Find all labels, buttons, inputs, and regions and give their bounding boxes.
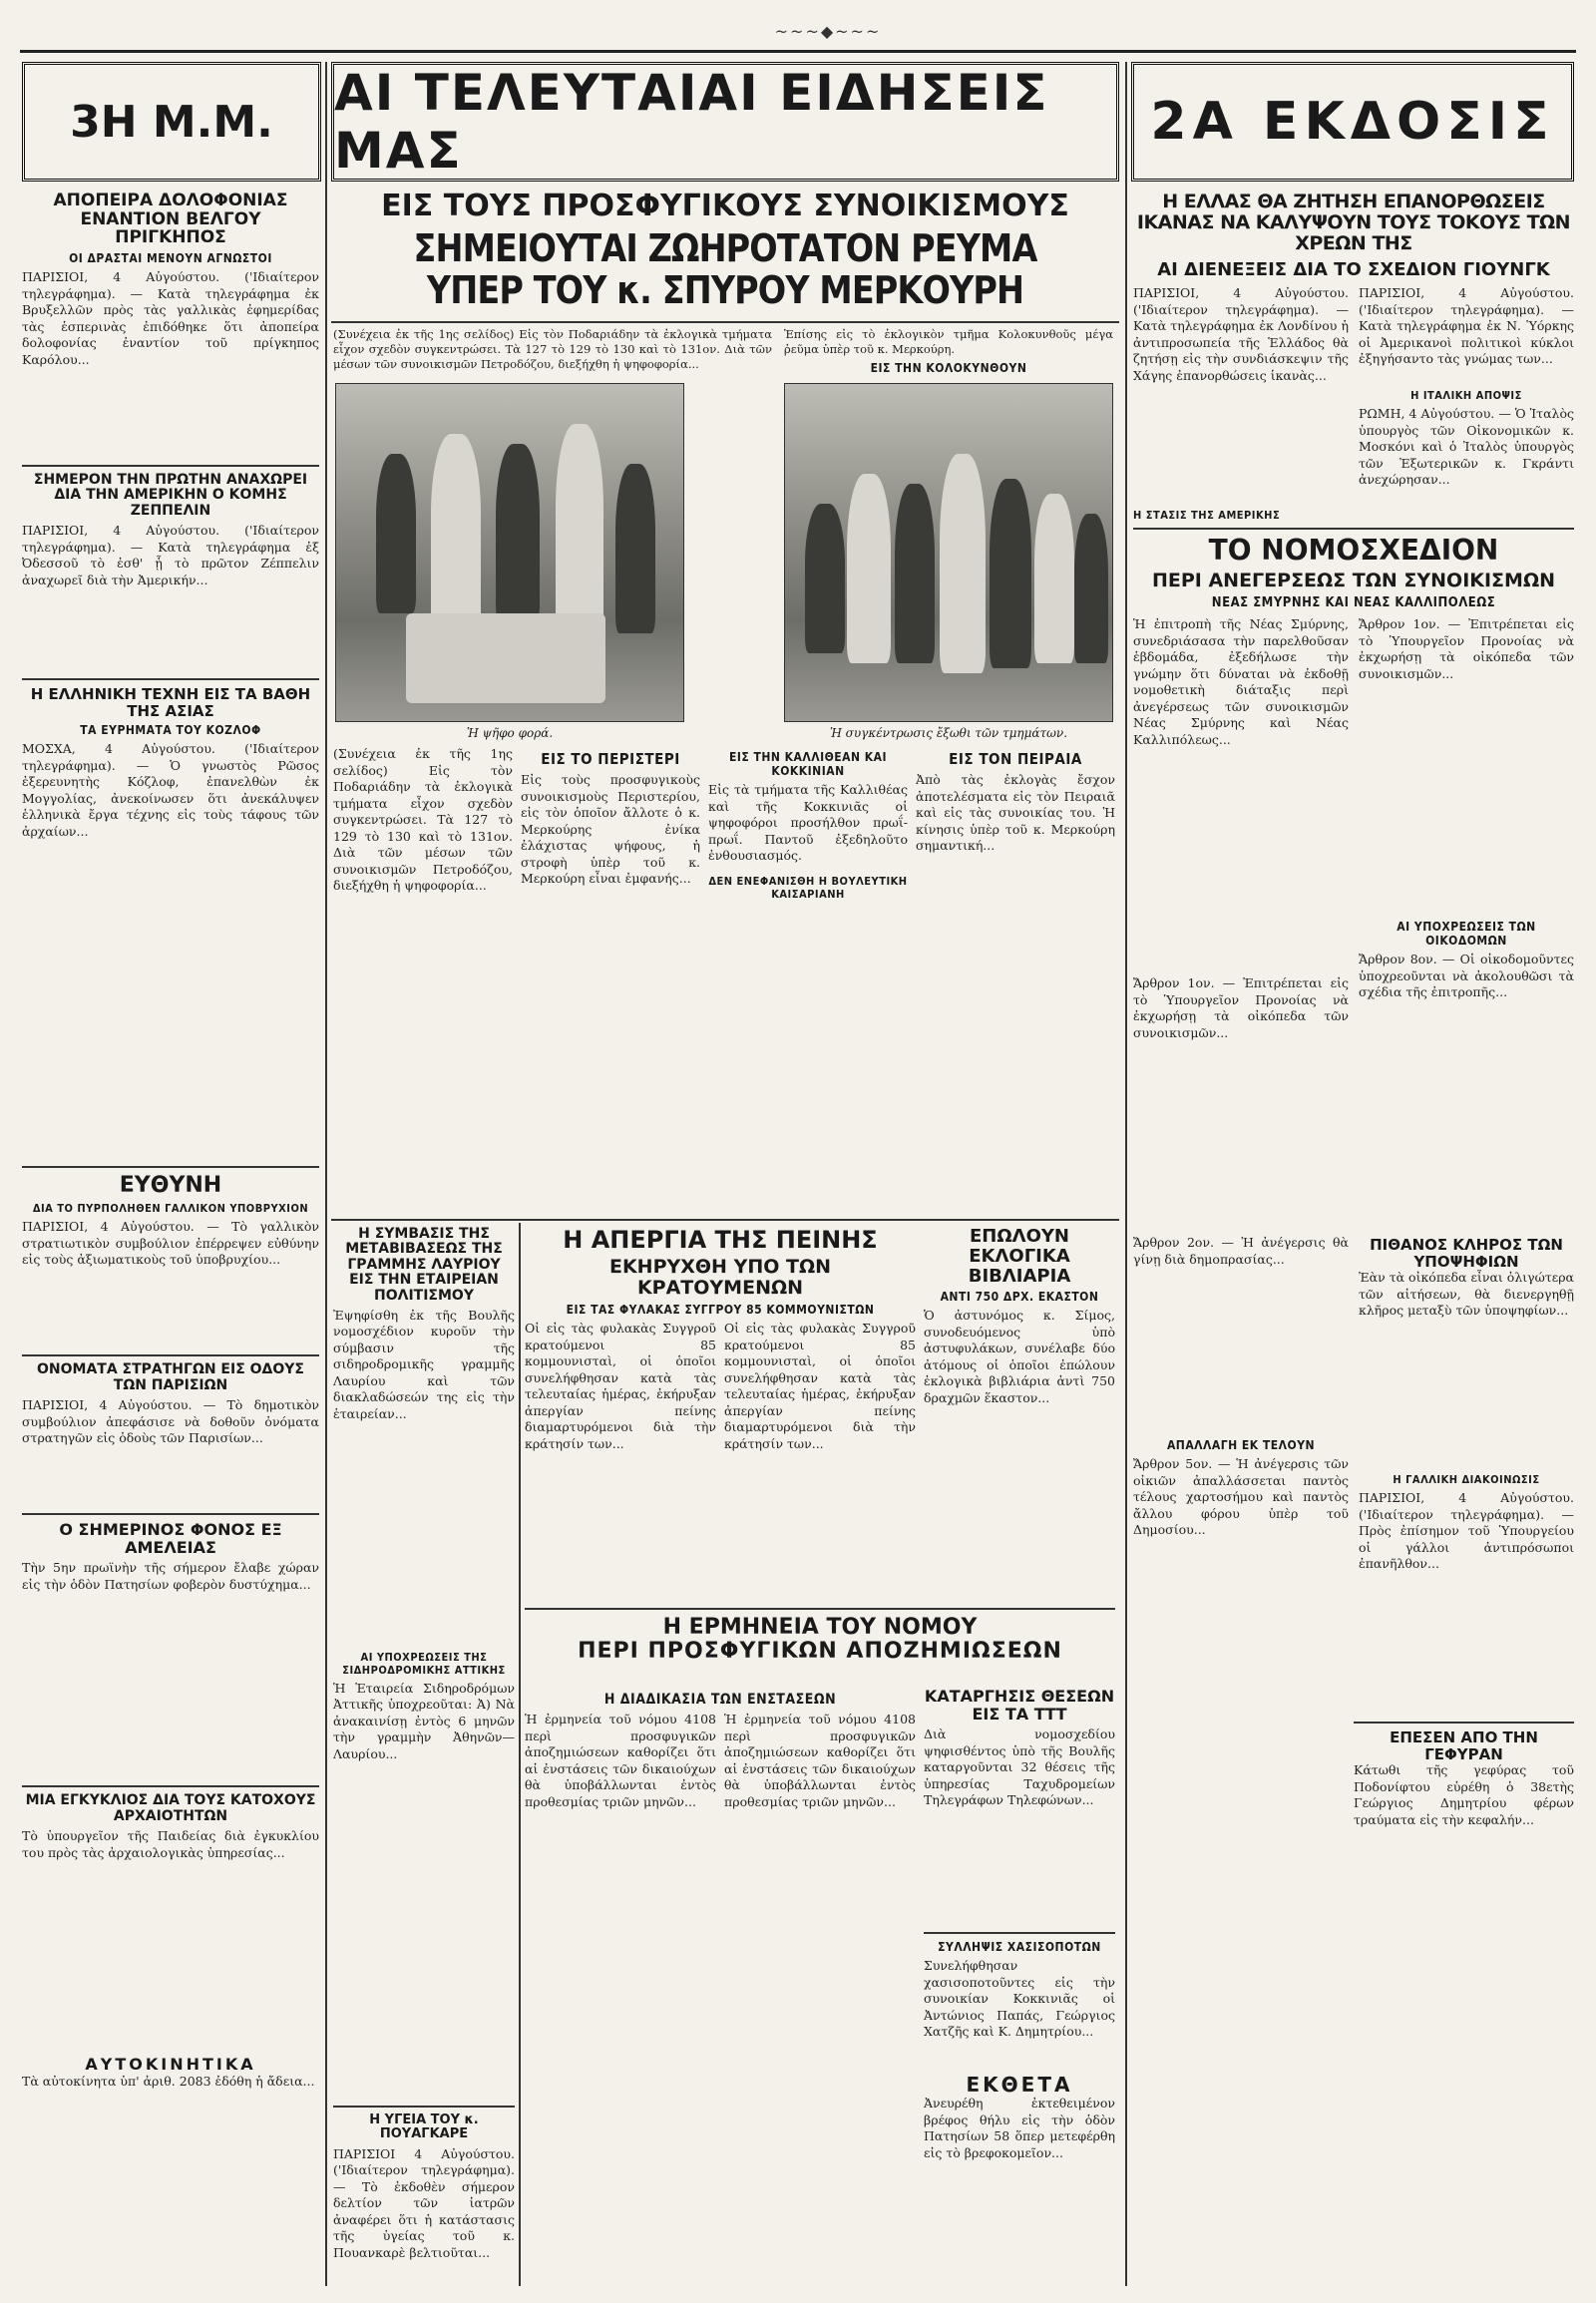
left-h5: ΟΝΟΜΑΤΑ ΣΤΡΑΤΗΓΩΝ ΕΙΣ ΟΔΟΥΣ ΤΩΝ ΠΑΡΙΣΙΩΝ <box>37 1361 304 1393</box>
right-t3: ΡΩΜΗ, 4 Αὐγούστου. — Ὁ Ἰταλὸς ὑπουργὸς τῶν Οἰκονομικῶν κ. Μοσκόνι καὶ ὁ Ἰταλὸς ὑπουργὸς τῶν Ἐξωτερικῶν κ. Γκράντι ἀνεχώρησαν... <box>1359 406 1574 488</box>
left-h3: Η ΕΛΛΗΝΙΚΗ ΤΕΧΝΗ ΕΙΣ ΤΑ ΒΑΘΗ ΤΗΣ ΑΣΙΑΣ <box>30 685 311 720</box>
main-headline: ΣΗΜΕΙΟΥΤΑΙ ΖΩΗΡΟΤΑΤΟΝ ΡΕΥΜΑ ΥΠΕΡ ΤΟΥ κ. ΣΠΥΡΟΥ ΜΕΡΚΟΥΡΗ <box>413 226 1037 312</box>
right-h4: ΤΟ ΝΟΜΟΣΧΕΔΙΟΝ <box>1208 534 1499 568</box>
left-t4: ΠΑΡΙΣΙΟΙ, 4 Αὐγούστου. — Τὸ γαλλικὸν στρατιωτικὸν συμβούλιον ἐπέρρεψεν εὐθύνην εἰς τοὺς ἀξιωματικοὺς τοῦ ὑποβρυχίου... <box>22 1219 319 1268</box>
exposed-text: Ἀνευρέθη ἐκτεθειμένον βρέφος θήλυ εἰς τὴν ὁδὸν Πατησίων 58 ὅπερ μετεφέρθη εἰς τὸ βρεφοκομεῖον... <box>924 2096 1115 2160</box>
top-rule <box>20 50 1576 53</box>
left-t7: Τὸ ὑπουργεῖον τῆς Παιδείας διὰ ἐγκυκλίου του πρὸς τὰς ἀρχαιολογικὰς ὑπηρεσίας... <box>22 1828 319 1860</box>
abolition-headline: ΚΑΤΑΡΓΗΣΙΣ ΘΕΣΕΩΝ ΕΙΣ ΤΑ ΤΤΤ <box>924 1688 1115 1724</box>
right-h3: Η ΙΤΑΛΙΚΗ ΑΠΟΨΙΣ <box>1410 389 1522 403</box>
poincare-headline: Η ΥΓΕΙΑ ΤΟΥ κ. ΠΟΥΑΓΚΑΡΕ <box>369 2111 479 2142</box>
law-body-block <box>525 1688 916 2286</box>
main-headline-block <box>331 190 1119 319</box>
piraeus-subhead: ΕΙΣ ΤΟΝ ΠΕΙΡΑΙΑ <box>949 750 1082 768</box>
law-headline-block <box>525 1616 1115 1686</box>
law-sub2: Η ΔΙΑΔΙΚΑΣΙΑ ΤΩΝ ΕΝΣΤΑΣΕΩΝ <box>603 1692 837 1708</box>
right-t4b: Ἄρθρον 1ον. — Ἐπιτρέπεται εἰς τὸ Ὑπουργεῖον Προνοίας νὰ ἐκχωρήσῃ τὰ οἰκόπεδα τῶν συνοικισμῶν... <box>1133 975 1349 1040</box>
right-h2: Η ΣΤΑΣΙΣ ΤΗΣ ΑΜΕΡΙΚΗΣ <box>1133 509 1281 523</box>
masthead-ornament: ~~~◆~~~ <box>774 22 882 41</box>
right-h1-sub: ΑΙ ΔΙΕΝΕΞΕΙΣ ΔΙΑ ΤΟ ΣΧΕΔΙΟΝ ΓΙΟΥΝΓΚ <box>1157 258 1550 280</box>
left-t5: ΠΑΡΙΣΙΟΙ, 4 Αὐγούστου. — Τὸ δημοτικὸν συμβούλιον ἀπεφάσισε νὰ δοθοῦν ὀνόματα στρατηγῶν εἰς ὁδοὺς τῶν Παρισίων... <box>22 1397 319 1446</box>
kallithea-subhead: ΕΙΣ ΤΗΝ ΚΑΛΛΙΘΕΑΝ ΚΑΙ ΚΟΚΚΙΝΙΑΝ <box>728 750 888 778</box>
mid-divider <box>331 1219 1119 1221</box>
kolokynthou-text: Ἐπίσης εἰς τὸ ἐκλογικὸν τμῆμα Κολοκυνθοῦς μέγα ῥεῦμα ὑπὲρ τοῦ κ. Μερκούρη. <box>784 327 1113 357</box>
hunger-strike-sub: ΕΚΗΡΥΧΘΗ ΥΠΟ ΤΩΝ ΚΡΑΤΟΥΜΕΝΩΝ <box>608 1256 832 1300</box>
law-sub: ΠΕΡΙ ΠΡΟΣΦΥΓΙΚΩΝ ΑΠΟΖΗΜΙΩΣΕΩΝ <box>578 1639 1062 1665</box>
main-col-2 <box>521 746 700 1215</box>
left-column <box>22 192 319 2286</box>
left-section-title: 3Η Μ.Μ. <box>70 96 273 148</box>
mid-col-lavrion <box>333 1227 515 2284</box>
left-h7: ΜΙΑ ΕΓΚΥΚΛΙΟΣ ΔΙΑ ΤΟΥΣ ΚΑΤΟΧΟΥΣ ΑΡΧΑΙΟΤΗΤΩΝ <box>25 1792 316 1824</box>
lavrion-text: Ἐψηφίσθη ἐκ τῆς Βουλῆς νομοσχέδιον κυροῦν τὴν σύμβασιν τῆς σιδηροδρομικῆς γραμμῆς Λαυρίου καὶ τῶν διακλαδώσεών της εἰς τὴν ἑταιρείαν... <box>333 1307 515 1421</box>
photo-crowd <box>784 383 1113 722</box>
law-headline: Η ΕΡΜΗΝΕΙΑ ΤΟΥ ΝΟΜΟΥ <box>662 1616 978 1640</box>
lavrion-headline: Η ΣΥΜΒΑΣΙΣ ΤΗΣ ΜΕΤΑΒΙΒΑΣΕΩΣ ΤΗΣ ΓΡΑΜΜΗΣ ΛΑΥΡΙΟΥ ΕΙΣ ΤΗΝ ΕΤΑΙΡΕΙΑΝ ΠΟΛΙΤΙΣΜΟΥ <box>345 1227 503 1304</box>
right-section-title: 2Α ΕΚΔΟΣΙΣ <box>1150 92 1555 152</box>
booklets-sub: ΑΝΤΙ 750 ΔΡΧ. ΕΚΑΣΤΟΝ <box>940 1290 1099 1305</box>
center-section-title: ΑΙ ΤΕΛΕΥΤΑΙΑΙ ΕΙΔΗΣΕΙΣ ΜΑΣ <box>334 64 1049 180</box>
main-divider <box>331 321 1119 323</box>
left-t6: Τὴν 5ην πρωϊνὴν τῆς σήμερον ἔλαβε χώραν εἰς τὴν ὁδὸν Πατησίων φοβερὸν δυστύχημα... <box>22 1560 319 1592</box>
left-section-title-box <box>22 62 321 182</box>
right-t4c: Ἄρθρον 2ον. — Ἡ ἀνέγερσις θὰ γίνῃ διὰ δημοπρασίας... <box>1133 1235 1349 1267</box>
right-h1: Η ΕΛΛΑΣ ΘΑ ΖΗΤΗΣΗ ΕΠΑΝΟΡΘΩΣΕΙΣ ΙΚΑΝΑΣ ΝΑ ΚΑΛΥΨΟΥΝ ΤΟΥΣ ΤΟΚΟΥΣ ΤΩΝ ΧΡΕΩΝ ΤΗΣ <box>1136 192 1571 254</box>
photo-crowd-caption: Ἡ συγκέντρωσις ἔξωθι τῶν τμημάτων. <box>829 726 1068 740</box>
column-rule-right <box>1125 62 1127 2286</box>
right-h8: ΕΠΕΣΕΝ ΑΠΟ ΤΗΝ ΓΕΦΥΡΑΝ <box>1390 1728 1538 1763</box>
booklets-headline: ΕΠΩΛΟΥΝ ΕΚΛΟΓΙΚΑ ΒΙΒΛΙΑΡΙΑ <box>968 1227 1071 1287</box>
left-t1: ΠΑΡΙΣΙΟΙ, 4 Αὐγούστου. ('Ιδιαίτερον τηλεγράφημα). — Κατὰ τηλεγράφημα ἐκ Βρυξελλῶν πρὸς τὰς γαλλικὰς ἐφημερίδας τὰς ἑσπερινὰς ἐπιδόθηκε ὅτι ἀποπείρα δολοφονίας ἐναντίον τοῦ πρίγκηπος Καρόλου... <box>22 269 319 367</box>
hunger-strike-block <box>525 1227 916 1596</box>
booklets-block <box>924 1227 1115 1606</box>
left-h1-sub: ΟΙ ΔΡΑΣΤΑΙ ΜΕΝΟΥΝ ΑΓΝΩΣΤΟΙ <box>69 251 272 266</box>
hashish-text: Συνελήφθησαν χασισοποτοῦντες εἰς τὴν συνοικίαν Κοκκινιᾶς οἱ Ἀντώνιος Παπάς, Γεώργιος Χατζῆς καὶ Κ. Δημητρίου... <box>924 1958 1115 2040</box>
kaisariani-subhead: ΔΕΝ ΕΝΕΦΑΝΙΣΘΗ Η ΒΟΥΛΕΥΤΙΚΗ ΚΑΙΣΑΡΙΑΝΗ <box>708 874 908 901</box>
hunger-strike-headline: Η ΑΠΕΡΓΙΑ ΤΗΣ ΠΕΙΝΗΣ <box>563 1227 878 1254</box>
law-text-cont: Ἡ ἐρμηνεία τοῦ νόμου 4108 περὶ προσφυγικῶν ἀποζημιώσεων καθορίζει ὅτι αἱ ἐνστάσεις τῶν δικαιούχων θὰ ὑποβάλλωνται ἐντὸς προθεσμίας τριῶν μηνῶν... <box>724 1712 916 1809</box>
peristeri-subhead: ΕΙΣ ΤΟ ΠΕΡΙΣΤΕΡΙ <box>541 750 680 768</box>
right-t2: ΠΑΡΙΣΙΟΙ, 4 Αὐγούστου. ('Ιδιαίτερον τηλεγράφημα). — Κατὰ τηλεγράφημα ἐκ Ν. Ὑόρκης οἱ Ἀμερικανοὶ πολιτικοὶ κύκλοι ἐξηγήσαντο τὰς γνώμας των... <box>1359 285 1574 367</box>
right-t8: Κάτωθι τῆς γεφύρας τοῦ Ποδονίφτου εὑρέθη ὁ 38ετὴς Γεώργιος Δημητρίου φέρων τραύματα εἰς τὴν κεφαλήν... <box>1354 1762 1574 1827</box>
left-h6: Ο ΣΗΜΕΡΙΝΟΣ ΦΟΝΟΣ ΕΞ ΑΜΕΛΕΙΑΣ <box>59 1520 282 1557</box>
left-h4-sub: ΔΙΑ ΤΟ ΠΥΡΠΟΛΗΘΕΝ ΓΑΛΛΙΚΟΝ ΥΠΟΒΡΥΧΙΟΝ <box>32 1202 309 1216</box>
left-h1: ΑΠΟΠΕΙΡΑ ΔΟΛΟΦΟΝΙΑΣ ΕΝΑΝΤΙΟΝ ΒΕΛΓΟΥ ΠΡΙΓΚΗΠΟΣ <box>53 192 288 248</box>
left-h3-sub: ΤΑ ΕΥΡΗΜΑΤΑ ΤΟΥ ΚΟΖΛΟΦ <box>80 723 261 738</box>
right-t1: ΠΑΡΙΣΙΟΙ, 4 Αὐγούστου. ('Ιδιαίτερον τηλεγράφημα). — Κατὰ τηλεγράφημα ἐκ Λονδίνου ἡ ἀντιπροσωπεία τῆς Ἑλλάδος θὰ ζητήσῃ εἰς τὴν συνδιάσκεψιν τῆς Χάγης ἐπανορθώσεις ἱκανὰς... <box>1133 285 1349 383</box>
left-t3: ΜΟΣΧΑ, 4 Αὐγούστου. ('Ιδιαίτερον τηλεγράφημα). — Ὁ γνωστὸς Ρῶσος ἐξερευνητὴς Κόζλοφ, ἐπανελθὼν ἐκ Μογγολίας, ἀνεκοίνωσεν ὅτι ἀνεκάλυψεν ἑλληνικὰ ἔργα τέχνης εἰς τοὺς τάφους τῶν ἀρχαίων... <box>22 741 319 839</box>
hunger-strike-sub2: ΕΙΣ ΤΑΣ ΦΥΛΑΚΑΣ ΣΥΓΓΡΟΥ 85 ΚΟΜΜΟΥΝΙΣΤΩΝ <box>566 1303 875 1318</box>
right-t8-mid: Ἄρθρον 5ον. — Ἡ ἀνέγερσις τῶν οἰκιῶν ἀπαλλάσσεται παντὸς τέλους χαρτοσήμου καὶ παντὸς ἄλλου φόρου ὑπὲρ τοῦ Δημοσίου... <box>1133 1456 1349 1538</box>
main-lead-text: (Συνέχεια ἐκ τῆς 1ης σελίδος) Εἰς τὸν Ποδαριάδην τὰ ἐκλογικὰ τμήματα εἶχον σχεδὸν συγκεντρώσει. Τὰ 127 τὸ 129 τὸ 130 καὶ τὸ 131ον. Διὰ τῶν μέσων τῶν συνοικισμῶν Πετροδόζου, διεξήχθη ἡ ψηφοφορία... <box>333 327 772 372</box>
kallithea-text: Εἰς τὰ τμήματα τῆς Καλλιθέας καὶ τῆς Κοκκινιᾶς οἱ ψηφοφόροι προσήλθον πρωΐ-πρωΐ. Παντοῦ ἐξεδηλοῦτο ἐνθουσιασμός. <box>708 782 908 863</box>
hunger-strike-text-cont: Οἱ εἰς τὰς φυλακὰς Συγγροῦ κρατούμενοι 85 κομμουνισταὶ, οἱ ὁποῖοι συνελήφθησαν κατὰ τὰς τελευταίας ἡμέρας, ἐκήρυξαν ἀπεργίαν πείνης διαμαρτυρόμενοι διὰ τὴν κράτησίν των... <box>724 1321 916 1451</box>
right-h8-mid: ΑΠΑΛΛΑΓΗ ΕΚ ΤΕΛΟΥΝ <box>1166 1438 1316 1453</box>
right-h6: ΠΙΘΑΝΟΣ ΚΛΗΡΟΣ ΤΩΝ ΥΠΟΨΗΦΙΩΝ <box>1370 1236 1563 1271</box>
right-h7: Η ΓΑΛΛΙΚΗ ΔΙΑΚΟΙΝΩΣΙΣ <box>1393 1473 1540 1487</box>
hunger-strike-text: Οἱ εἰς τὰς φυλακὰς Συγγροῦ κρατούμενοι 85 κομμουνισταὶ, οἱ ὁποῖοι συνελήφθησαν κατὰ τὰς τελευταίας ἡμέρας, ἐκήρυξαν ἀπεργίαν πείνης διαμαρτυρόμενοι διὰ τὴν κράτησίν των... <box>525 1321 716 1451</box>
lavrion-obligations-subhead: ΑΙ ΥΠΟΧΡΕΩΣΕΙΣ ΤΗΣ ΣΙΔΗΡΟΔΡΟΜΙΚΗΣ ΑΤΤΙΚΗΣ <box>342 1650 506 1677</box>
right-t7: ΠΑΡΙΣΙΟΙ, 4 Αὐγούστου. ('Ιδιαίτερον τηλεγράφημα). — Πρὸς ἐπίσημον τοῦ Ὑπουργείου οἱ γάλλοι ἀντιπρόσωποι ἐπανῆλθον... <box>1359 1490 1574 1572</box>
left-t8: Τὰ αὐτοκίνητα ὑπ' ἀριθ. 2083 ἐδόθη ἡ ἄδεια... <box>22 2073 315 2089</box>
peristeri-text: Εἰς τοὺς προσφυγικοὺς συνοικισμοὺς Περιστερίου, εἰς τὸν ὁποῖον ἄλλοτε ὁ κ. Μερκούρης ἐνίκα ἐλάχιστας ψήφους, ἡ στροφὴ ὑπὲρ τοῦ κ. Μερκούρη εἶναι ἐμφανής... <box>521 772 700 886</box>
right-h5: ΑΙ ΥΠΟΧΡΕΩΣΕΙΣ ΤΩΝ ΟΙΚΟΔΟΜΩΝ <box>1396 920 1536 949</box>
left-h2: ΣΗΜΕΡΟΝ ΤΗΝ ΠΡΩΤΗΝ ΑΝΑΧΩΡΕΙ ΔΙΑ ΤΗΝ ΑΜΕΡΙΚΗΝ Ο ΚΟΜΗΣ ΖΕΠΠΕΛΙΝ <box>33 472 308 519</box>
photo-voting <box>335 383 684 722</box>
main-col-3 <box>708 746 908 1215</box>
hashish-headline: ΣΥΛΛΗΨΙΣ ΧΑΣΙΣΟΠΟΤΩΝ <box>938 1940 1101 1955</box>
main-col-4 <box>916 746 1115 1215</box>
main-col-1 <box>333 746 513 1215</box>
poincare-text: ΠΑΡΙΣΙΟΙ 4 Αὐγούστου. ('Ιδιαίτερον τηλεγράφημα). — Τὸ ἐκδοθὲν σήμερον δελτίον τῶν ἰατρῶν ἀναφέρει ὅτι ἡ κατάστασις τῆς ὑγείας τοῦ κ. Πουανκαρὲ βελτιοῦται... <box>333 2145 515 2260</box>
right-h4-sub: ΠΕΡΙ ΑΝΕΓΕΡΣΕΩΣ ΤΩΝ ΣΥΝΟΙΚΙΣΜΩΝ <box>1151 570 1555 592</box>
right-t5: Ἄρθρον 8ον. — Οἱ οἰκοδομοῦντες ὑποχρεοῦνται νὰ ἀκολουθῶσι τὰ σχέδια τῆς ἐπιτροπῆς... <box>1359 952 1574 1000</box>
main-col-1-text: (Συνέχεια ἐκ τῆς 1ης σελίδος) Εἰς τὸν Ποδαριάδην τὰ ἐκλογικὰ τμήματα εἶχον σχεδὸν συγκεντρώσει. Τὰ 127 τὸ 129 τὸ 130 καὶ τὸ 131ον. Διὰ τῶν μέσων τῶν συνοικισμῶν Πετροδόζου, διεξήχθη ἡ ψηφοφορία... <box>333 746 513 893</box>
piraeus-text: Ἀπὸ τὰς ἐκλογὰς ἔσχον ἀποτελέσματα εἰς τὸν Πειραιᾶ καὶ εἰς τὰς συνοικίας του. Ἡ κίνησις ὑπὲρ τοῦ κ. Μερκούρη σημαντική... <box>916 772 1115 853</box>
kolokynthou-subhead: ΕΙΣ ΤΗΝ ΚΟΛΟΚΥΝΘΟΥΝ <box>870 361 1027 375</box>
booklets-text: Ὁ ἀστυνόμος κ. Σίμος, συνοδευόμενος ὑπὸ ἀστυφυλάκων, συνέλαβε δύο ἀτόμους οἱ ὁποῖοι ἐπώλουν ἐκλογικὰ βιβλιάρια ἀντὶ 750 δραχμῶν ἕκαστον... <box>924 1308 1115 1405</box>
right-t6: Ἐὰν τὰ οἰκόπεδα εἶναι ὀλιγώτερα τῶν αἰτήσεων, θὰ διενεργηθῇ κλῆρος μεταξὺ τῶν ὑποψηφίων... <box>1359 1270 1574 1319</box>
center-section-title-box <box>331 62 1119 182</box>
small-news-block <box>924 1688 1115 2286</box>
abolition-text: Διὰ νομοσχεδίου ψηφισθέντος ὑπὸ τῆς Βουλῆς καταργοῦνται 32 θέσεις τῆς ὑπηρεσίας Ταχυδρομείων Τηλεγράφων Τηλεφώνων... <box>924 1727 1115 1808</box>
law-text: Ἡ ἐρμηνεία τοῦ νόμου 4108 περὶ προσφυγικῶν ἀποζημιώσεων καθορίζει ὅτι αἱ ἐνστάσεις τῶν δικαιούχων θὰ ὑποβάλλωνται ἐντὸς προθεσμίας τριῶν μηνῶν... <box>525 1712 716 1809</box>
left-h8: ΑΥΤΟΚΙΝΗΤΙΚΑ <box>85 2055 256 2075</box>
right-column <box>1133 192 1574 2286</box>
right-h4-sub2: ΝΕΑΣ ΣΜΥΡΝΗΣ ΚΑΙ ΝΕΑΣ ΚΑΛΛΙΠΟΛΕΩΣ <box>1211 595 1496 611</box>
right-t4: Ἡ ἐπιτροπὴ τῆς Νέας Σμύρνης, συνεδριάσασα τὴν παρελθοῦσαν ἑβδομάδα, ἐξεδήλωσε τὴν γνώμην ὅτι δύναται νὰ ἐκδοθῇ νομοθετικὴ διάταξις περὶ ἀνεγέρσεως τῶν συνοικισμῶν Νέας Σμύρνης καὶ Νέας Καλλιπόλεως... <box>1133 616 1349 747</box>
photo-voting-caption: Ἡ ψῆφο φορά. <box>466 726 554 740</box>
left-h4: ΕΥΘΥΝΗ <box>119 1173 222 1199</box>
main-kicker: ΕΙΣ ΤΟΥΣ ΠΡΟΣΦΥΓΙΚΟΥΣ ΣΥΝΟΙΚΙΣΜΟΥΣ <box>381 190 1069 223</box>
right-t4-cont: Ἄρθρον 1ον. — Ἐπιτρέπεται εἰς τὸ Ὑπουργεῖον Προνοίας νὰ ἐκχωρήσῃ τὰ οἰκόπεδα τῶν συνοικισμῶν... <box>1359 616 1574 681</box>
right-section-title-box <box>1131 62 1574 182</box>
left-t2: ΠΑΡΙΣΙΟΙ, 4 Αὐγούστου. ('Ιδιαίτερον τηλεγράφημα). — Κατὰ τηλεγράφημα ἐξ Ὀδεσσοῦ τὸ ἐσθ' ᾗ τὸ πρῶτον Ζέππελιν ἀναχωρεῖ διὰ τὴν Ἀμερικήν... <box>22 523 319 587</box>
exposed-headline: ΕΚΘΕΤΑ <box>966 2073 1073 2098</box>
column-rule-left <box>325 62 327 2286</box>
lavrion-obligations-text: Ἡ Ἑταιρεία Σιδηροδρόμων Ἀττικῆς ὑποχρεοῦται: Ἀ) Νὰ ἀνακαινίσῃ ἐντὸς 6 μηνῶν τὴν γραμμὴν Ἀθηνῶν—Λαυρίου... <box>333 1680 515 1761</box>
